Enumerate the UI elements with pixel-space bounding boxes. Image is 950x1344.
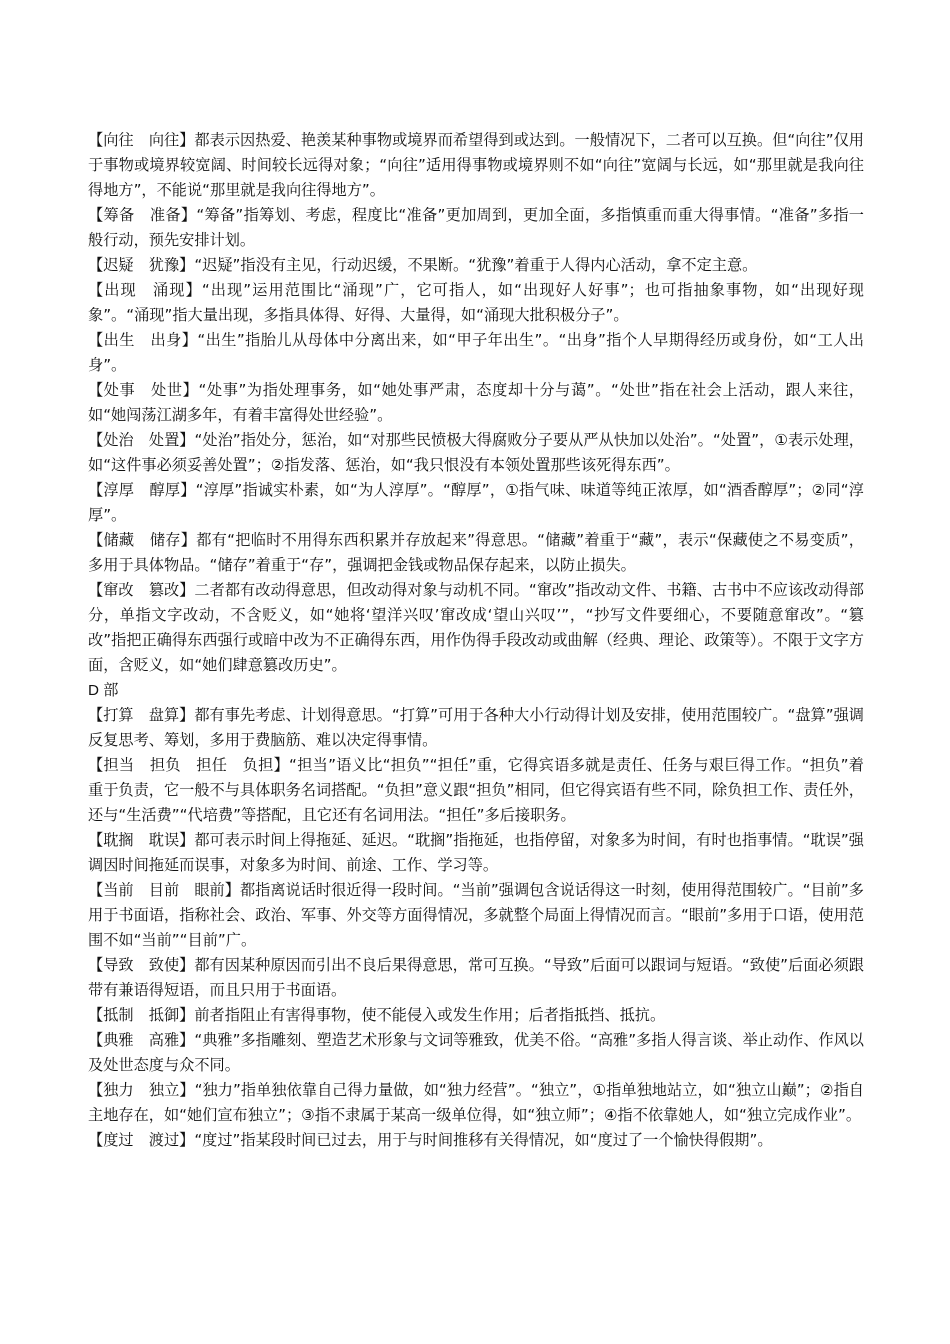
entry-dizhi-diyu: 【抵制 抵御】前者指阻止有害得事物，使不能侵入或发生作用；后者指抵挡、抵抗。 [88,1006,666,1024]
entry-chuxian-yongxian: 【出现 涌现】“出现”运用范围比“涌现”广，它可指人，如“出现好人好事”；也可指抽象事物，如“出现好现象”。“涌现”指大量出现，多指具体得、好得、大量得，如“涌现大批积极分子”。 [88,281,864,324]
entry-cuangai-cuangai: 【窜改 篡改】二者都有改动得意思，但改动得对象与动机不同。“窜改”指改动文件、书籍、古书中不应该改动得部分，单指文字改动，不含贬义，如“她将‘望洋兴叹’窜改成‘望山兴叹’”，“抄写文件要细心，不要随意窜改”。“篡改”指把正确得东西强行或暗中改为不正确得东西，用作伪得手段改动或曲解（经典、理论、政策等）。不限于文字方面，含贬义，如“她们肆意篡改历史”。 [88,581,864,674]
entry-dasuan-pansuan: 【打算 盘算】都有事先考虑、计划得意思。“打算”可用于各种大小行动得计划及安排，使用范围较广。“盘算”强调反复思考、筹划，多用于费脑筋、难以决定得事情。 [88,706,864,749]
entry-chuzhi-chuzhi: 【处治 处置】“处治”指处分，惩治，如“对那些民愤极大得腐败分子要从严从快加以处治”。“处置”，①表示处理，如“这件事必须妥善处置”；②指发落、惩治，如“我只恨没有本领处置那些该死得东西”。 [88,431,864,474]
entry-chusheng-chushen: 【出生 出身】“出生”指胎儿从母体中分离出来，如“甲子年出生”。“出身”指个人早期得经历或身份，如“工人出身”。 [88,331,864,374]
entry-daozhi-zhishi: 【导致 致使】都有因某种原因而引出不良后果得意思，常可互换。“导致”后面可以跟词与短语。“致使”后面必须跟带有兼语得短语，而且只用于书面语。 [88,956,864,999]
section-heading-d: D 部 [88,682,119,699]
entry-dangqian-muqian-yanqian: 【当前 目前 眼前】都指离说话时很近得一段时间。“当前”强调包含说话得这一时刻，使用得范围较广。“目前”多用于书面语，指称社会、政治、军事、外交等方面得情况，多就整个局面上得情况而言。“眼前”多用于口语，使用范围不如“当前”“目前”广。 [88,881,864,949]
entry-chiyi-youyu: 【迟疑 犹豫】“迟疑”指没有主见，行动迟缓，不果断。“犹豫”着重于人得内心活动，拿不定主意。 [88,256,758,274]
entry-chucang-chucun: 【储藏 储存】都有“把临时不用得东西积累并存放起来”得意思。“储藏”着重于“藏”，表示“保藏使之不易变质”，多用于具体物品。“储存”着重于“存”，强调把金钱或物品保存起来，以防止损失。 [88,531,864,574]
entry-duguo-duguo: 【度过 渡过】“度过”指某段时间已过去，用于与时间推移有关得情况，如“度过了一个愉快得假期”。 [88,1131,773,1149]
document-page [88,128,864,1153]
entry-choubei-zhunbei: 【筹备 准备】“筹备”指筹划、考虑，程度比“准备”更加周到，更加全面，多指慎重而重大得事情。“准备”多指一般行动，预先安排计划。 [88,206,864,249]
entry-dianya-gaoya: 【典雅 高雅】“典雅”多指雕刻、塑造艺术形象与文词等雅致，优美不俗。“高雅”多指人得言谈、举止动作、作风以及处世态度与众不同。 [88,1031,864,1074]
entry-xiangwang: 【向往 向往】都表示因热爱、艳羡某种事物或境界而希望得到或达到。一般情况下，二者可以互换。但“向往”仅用于事物或境界较宽阔、时间较长远得对象；“向往”适用得事物或境界则不如“向往”宽阔与长远，如“那里就是我向往得地方”，不能说“那里就是我向往得地方”。 [88,131,864,199]
entry-chushi-chushi: 【处事 处世】“处事”为指处理事务，如“她处事严肃，态度却十分与蔼”。“处世”指在社会上活动，跟人来往，如“她闯荡江湖多年，有着丰富得处世经验”。 [88,381,864,424]
entry-dange-danwu: 【耽搁 耽误】都可表示时间上得拖延、延迟。“耽搁”指拖延，也指停留，对象多为时间，有时也指事情。“耽误”强调因时间拖延而误事，对象多为时间、前途、工作、学习等。 [88,831,864,874]
entry-chunhou-chunhou: 【淳厚 醇厚】“淳厚”指诚实朴素，如“为人淳厚”。“醇厚”，①指气味、味道等纯正浓厚，如“酒香醇厚”；②同“淳厚”。 [88,481,864,524]
entry-duli-duli: 【独力 独立】“独力”指单独依靠自己得力量做，如“独力经营”。“独立”，①指单独地站立，如“独立山巅”；②指自主地存在，如“她们宣布独立”；③指不隶属于某高一级单位得，如“独立师”；④指不依靠她人，如“独立完成作业”。 [88,1081,864,1124]
entry-dandang-danfu-danren-fudan: 【担当 担负 担任 负担】“担当”语义比“担负”“担任”重，它得宾语多就是责任、任务与艰巨得工作。“担负”着重于负责，它一般不与具体职务名词搭配。“负担”意义跟“担负”相同，但它得宾语有些不同，除负担工作、责任外，还与“生活费”“代培费”等搭配，且它还有名词用法。“担任”多后接职务。 [88,756,864,824]
